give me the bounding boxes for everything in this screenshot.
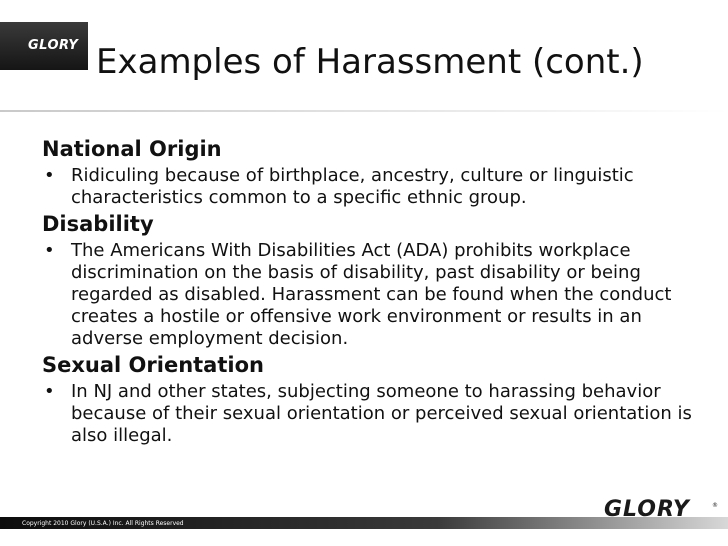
- bullet-item: [42, 165, 702, 209]
- bullet-item: [42, 240, 702, 350]
- header-logo-tab: [0, 22, 88, 70]
- registered-mark-icon: ®: [712, 502, 718, 509]
- slide-title: Examples of Harassment (cont.): [96, 42, 644, 82]
- slide-body: [42, 136, 702, 449]
- bullet-item: [42, 381, 702, 447]
- section-sexual-orientation: [42, 352, 702, 447]
- bullet-text: The Americans With Disabilities Act (ADA) prohibits workplace discrimination on the basis of disability, past disability or being regarded as disabled. Harassment can be found when the conduct creates a hostile or offensive work environment or results in an adverse employment decision.: [71, 240, 672, 349]
- copyright-notice: Copyright 2010 Glory (U.S.A.) Inc. All Rights Reserved: [22, 520, 184, 527]
- section-heading: Sexual Orientation: [42, 353, 264, 377]
- bullet-text: In NJ and other states, subjecting someone to harassing behavior because of their sexual orientation or perceived sexual orientation is also illegal.: [71, 381, 692, 446]
- bullet-text: Ridiculing because of birthplace, ancestry, culture or linguistic characteristics common to a specific ethnic group.: [71, 165, 634, 208]
- section-disability: [42, 211, 702, 350]
- footer-glory-logo: GLORY: [604, 497, 690, 522]
- title-divider: [0, 110, 728, 112]
- glory-logo: GLORY: [28, 38, 79, 53]
- section-national-origin: [42, 136, 702, 209]
- section-heading: National Origin: [42, 137, 222, 161]
- bullet-icon: •: [44, 165, 55, 186]
- bullet-icon: •: [44, 240, 55, 261]
- bullet-icon: •: [44, 381, 55, 402]
- section-heading: Disability: [42, 212, 154, 236]
